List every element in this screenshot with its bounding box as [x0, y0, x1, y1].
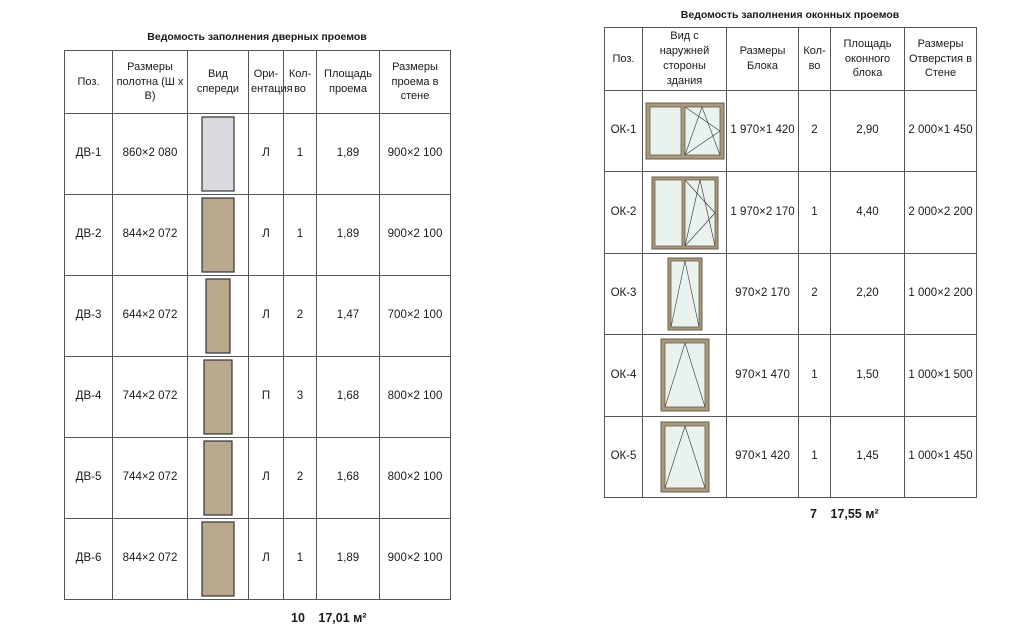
door-qty: 2 [284, 438, 317, 519]
door-area: 1,89 [317, 195, 380, 276]
window-area: 2,90 [831, 91, 905, 172]
window-drawing [660, 338, 710, 412]
window-qty: 2 [799, 253, 831, 334]
window-qty: 1 [799, 416, 831, 497]
windows-schedule-title: Ведомость заполнения оконных проемов [680, 9, 900, 21]
table-row [65, 519, 451, 600]
windows-header-area: Площадь оконного блока [831, 28, 905, 91]
window-pos: ОК-1 [605, 91, 643, 172]
door-leaf-size: 860×2 080 [113, 114, 188, 195]
window-view-cell [643, 253, 727, 334]
door-orientation: Л [249, 438, 284, 519]
door-pos: ДВ-4 [65, 357, 113, 438]
table-row [65, 114, 451, 195]
window-opening-size: 1 000×2 200 [905, 253, 977, 334]
door-drawing [201, 116, 235, 192]
door-pos: ДВ-6 [65, 519, 113, 600]
window-area: 4,40 [831, 172, 905, 253]
window-view-cell [643, 91, 727, 172]
window-drawing [667, 257, 703, 331]
doors-header-orientation: Ори-ентация [249, 51, 284, 114]
door-leaf [202, 117, 234, 191]
window-pos: ОК-4 [605, 335, 643, 416]
door-drawing [203, 440, 233, 516]
door-qty: 1 [284, 114, 317, 195]
doors-header-front-view: Вид спереди [188, 51, 249, 114]
door-pos: ДВ-1 [65, 114, 113, 195]
doors-header-leaf-size: Размеры полотна (Ш х В) [113, 51, 188, 114]
window-pane [655, 180, 682, 246]
door-qty: 1 [284, 519, 317, 600]
doors-total-area: 17,01 м² [318, 611, 367, 625]
door-leaf [204, 360, 232, 434]
window-pane [650, 107, 681, 155]
door-drawing [203, 359, 233, 435]
window-opening-size: 2 000×2 200 [905, 172, 977, 253]
window-block-size: 1 970×2 170 [727, 172, 799, 253]
door-orientation: Л [249, 114, 284, 195]
door-area: 1,89 [317, 519, 380, 600]
windows-schedule-table [604, 27, 977, 498]
window-pane [665, 343, 705, 407]
door-opening-size: 800×2 100 [380, 357, 451, 438]
door-area: 1,68 [317, 357, 380, 438]
window-qty: 1 [799, 335, 831, 416]
door-leaf [204, 441, 232, 515]
door-opening-size: 900×2 100 [380, 114, 451, 195]
windows-header-opening-size: Размеры Отверстия в Стене [905, 28, 977, 91]
door-pos: ДВ-3 [65, 276, 113, 357]
windows-header-qty: Кол-во [799, 28, 831, 91]
windows-header-row [605, 28, 977, 91]
table-row [605, 91, 977, 172]
doors-schedule-title: Ведомость заполнения дверных проемов [147, 31, 367, 43]
door-front-view-cell [188, 195, 249, 276]
table-row [605, 335, 977, 416]
windows-total-count: 7 [810, 507, 817, 521]
door-qty: 3 [284, 357, 317, 438]
window-pos: ОК-3 [605, 253, 643, 334]
window-pos: ОК-5 [605, 416, 643, 497]
door-orientation: П [249, 357, 284, 438]
windows-header-block-size: Размеры Блока [727, 28, 799, 91]
door-orientation: Л [249, 519, 284, 600]
door-orientation: Л [249, 276, 284, 357]
window-qty: 1 [799, 172, 831, 253]
door-leaf [206, 279, 230, 353]
window-area: 1,45 [831, 416, 905, 497]
window-block-size: 970×1 420 [727, 416, 799, 497]
door-front-view-cell [188, 438, 249, 519]
window-block-size: 970×2 170 [727, 253, 799, 334]
door-area: 1,68 [317, 438, 380, 519]
table-row [65, 195, 451, 276]
window-pane [671, 261, 699, 327]
table-row [65, 438, 451, 519]
doors-total-count: 10 [291, 611, 305, 625]
door-drawing [205, 278, 231, 354]
table-row [65, 357, 451, 438]
window-drawing [645, 102, 725, 160]
door-front-view-cell [188, 357, 249, 438]
doors-schedule-table [64, 50, 451, 600]
door-leaf-size: 844×2 072 [113, 519, 188, 600]
door-leaf-size: 744×2 072 [113, 438, 188, 519]
door-area: 1,47 [317, 276, 380, 357]
window-pos: ОК-2 [605, 172, 643, 253]
windows-header-outside-view: Вид с наружней стороны здания [643, 28, 727, 91]
door-drawing [201, 521, 235, 597]
door-orientation: Л [249, 195, 284, 276]
door-opening-size: 800×2 100 [380, 438, 451, 519]
door-leaf [202, 522, 234, 596]
door-drawing [201, 197, 235, 273]
door-leaf-size: 844×2 072 [113, 195, 188, 276]
windows-total [810, 507, 879, 521]
window-pane [665, 426, 705, 488]
door-leaf [202, 198, 234, 272]
doors-header-qty: Кол-во [284, 51, 317, 114]
doors-header-opening-size: Размеры проема в стене [380, 51, 451, 114]
window-opening-size: 2 000×1 450 [905, 91, 977, 172]
windows-total-area: 17,55 м² [830, 507, 879, 521]
window-pane [685, 107, 720, 155]
door-qty: 1 [284, 195, 317, 276]
doors-header-row [65, 51, 451, 114]
door-front-view-cell [188, 114, 249, 195]
windows-header-pos: Поз. [605, 28, 643, 91]
door-qty: 2 [284, 276, 317, 357]
door-front-view-cell [188, 519, 249, 600]
doors-header-area: Площадь проема [317, 51, 380, 114]
window-block-size: 1 970×1 420 [727, 91, 799, 172]
doors-header-pos: Поз. [65, 51, 113, 114]
table-row [605, 172, 977, 253]
table-row [65, 276, 451, 357]
window-view-cell [643, 172, 727, 253]
doors-total [291, 611, 367, 625]
window-opening-size: 1 000×1 500 [905, 335, 977, 416]
window-area: 2,20 [831, 253, 905, 334]
table-row [605, 253, 977, 334]
door-opening-size: 900×2 100 [380, 195, 451, 276]
door-leaf-size: 744×2 072 [113, 357, 188, 438]
window-drawing [660, 421, 710, 493]
window-opening-size: 1 000×1 450 [905, 416, 977, 497]
window-drawing [651, 176, 719, 250]
door-front-view-cell [188, 276, 249, 357]
door-opening-size: 900×2 100 [380, 519, 451, 600]
door-pos: ДВ-5 [65, 438, 113, 519]
window-view-cell [643, 416, 727, 497]
door-area: 1,89 [317, 114, 380, 195]
window-view-cell [643, 335, 727, 416]
window-block-size: 970×1 470 [727, 335, 799, 416]
door-pos: ДВ-2 [65, 195, 113, 276]
window-pane [685, 180, 715, 246]
window-qty: 2 [799, 91, 831, 172]
door-leaf-size: 644×2 072 [113, 276, 188, 357]
table-row [605, 416, 977, 497]
window-area: 1,50 [831, 335, 905, 416]
door-opening-size: 700×2 100 [380, 276, 451, 357]
